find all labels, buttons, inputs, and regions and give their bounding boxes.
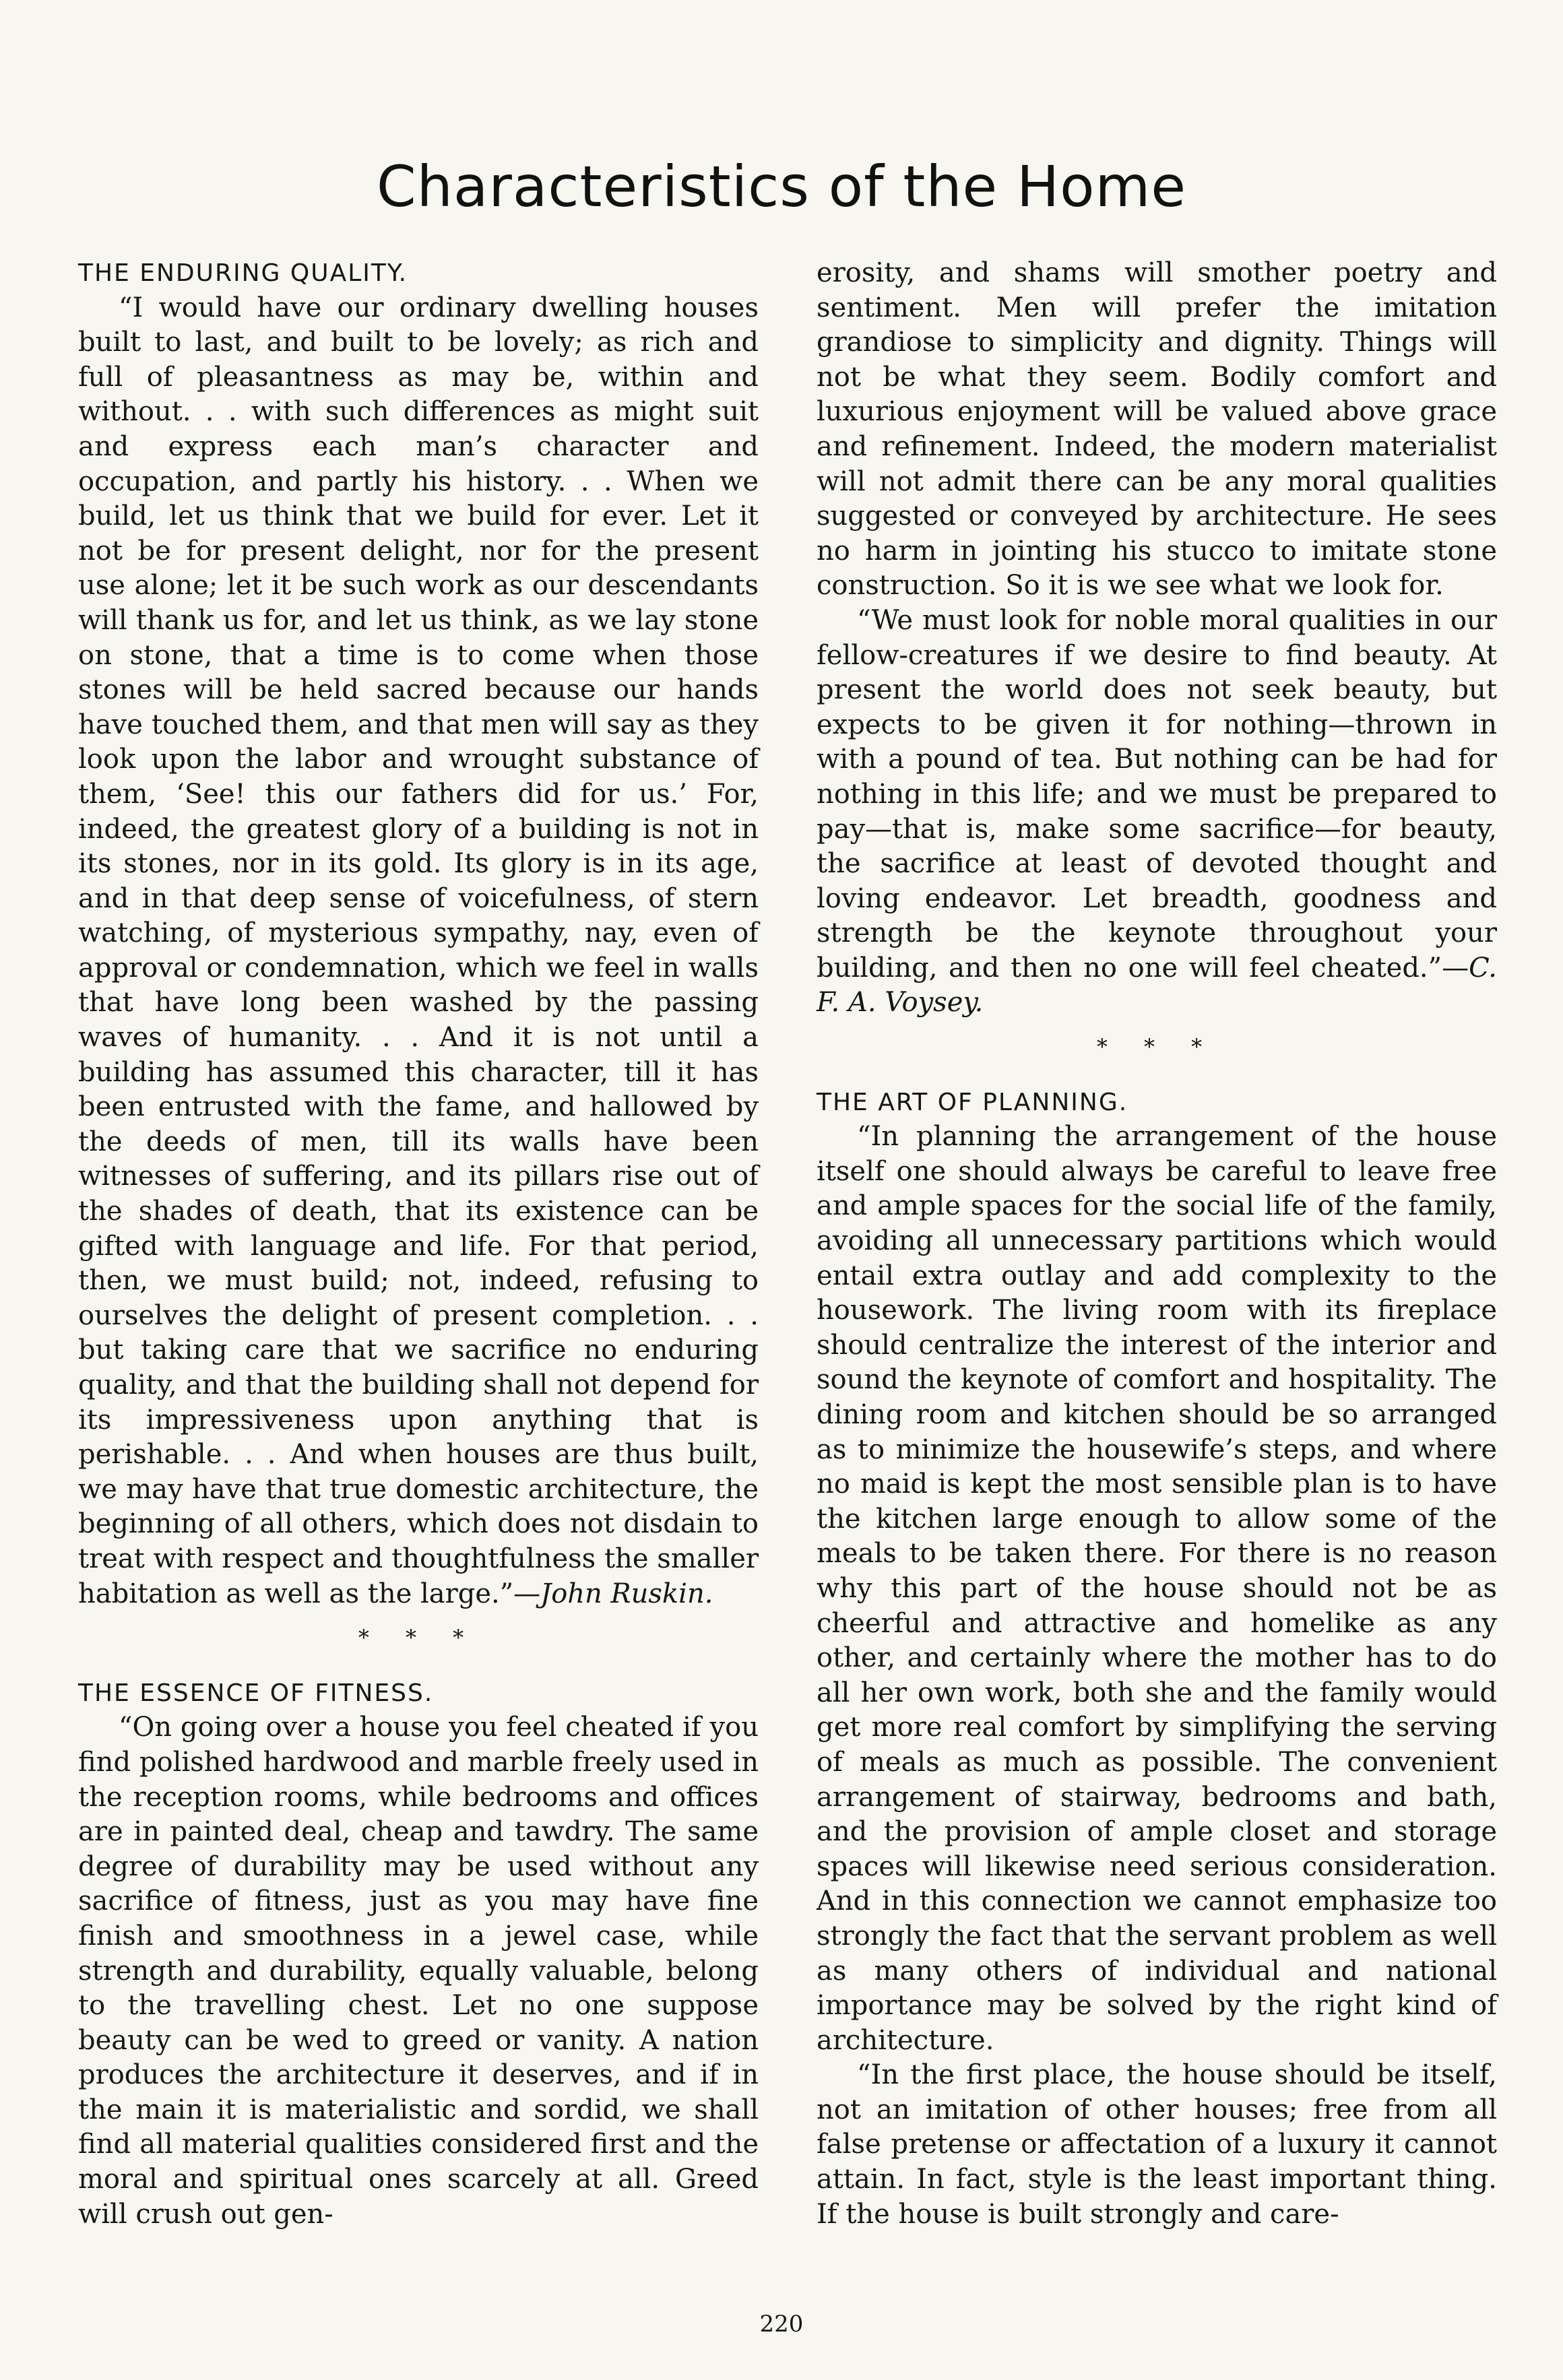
section-heading-enduring-quality: THE ENDURING QUALITY. — [78, 259, 408, 287]
ruskin-quote — [78, 291, 759, 1612]
voysey-attribution: C. F. A. Voysey. — [817, 952, 1497, 1019]
section-divider: * * * — [358, 1625, 479, 1651]
section-heading-art-of-planning: THE ART OF PLANNING. — [817, 1088, 1128, 1116]
page-title: Characteristics of the Home — [376, 154, 1186, 220]
planning-paragraph: “In planning the arrangement of the house itself one should always be careful to leave free and ample spaces for the social life of the family, avoiding all unnecessary partitions which would entail extra outlay and add complexity to the housework. The living room with its fireplace should centralize the interest of the interior and sound the keynote of comfort and hospitality. The dining room and kitchen should be so arranged as to minimize the housewife’s steps, and where no maid is kept the most sensible plan is to have the kitchen large enough to allow some of the meals to be taken there. For there is no reason why this part of the house should not be as cheerful and attractive and homelike as any other, and certainly where the mother has to do all her own work, both she and the family would get more real comfort by simplifying the serving of meals as much as possible. The convenient arrangement of stairway, bedrooms and bath, and the provision of ample closet and storage spaces will likewise need serious consideration. And in this connection we cannot emphasize too strongly the fact that the servant problem as well as many others of individual and national importance may be solved by the right kind of architecture. — [817, 1121, 1497, 2056]
section-divider: * * * — [1096, 1034, 1217, 1060]
ruskin-attribution: John Ruskin. — [540, 1578, 713, 1609]
voysey-quote — [817, 604, 1497, 1021]
fitness-paragraph: “On going over a house you feel cheated if you find polished hardwood and marble freely used in the reception rooms, while bedrooms and offices are in painted deal, cheap and tawdry. The same degree of durability may be used without any sacrifice of fitness, just as you may have fine finish and smoothness in a jewel case, while strength and durability, equally valuable, belong to the travelling chest. Let no one suppose beauty can be wed to greed or vanity. A nation produces the architecture it deserves, and if in the main it is materialistic and sordid, we shall find all material qualities considered first and the moral and spiritual ones scarcely at all. Greed will crush out gen- — [78, 1712, 759, 2230]
left-column — [78, 256, 759, 2232]
voysey-quote-text: “We must look for noble moral qualities in our fellow-creatures if we desire to find beauty. At present the world does not seek beauty, but expects to be given it for nothing—thrown in with a pound of tea. But nothing can be had for nothing in this life; and we must be prepared to pay—that is, make some sacrifice—for beauty, the sacrifice at least of devoted thought and loving endeavor. Let breadth, goodness and strength be the keynote throughout your building, and then no one will feel cheated.”— — [817, 604, 1497, 984]
page-number: 220 — [759, 2311, 804, 2338]
ruskin-quote-text: “I would have our ordinary dwelling houses built to last, and built to be lovely; as rich and full of pleasantness as may be, within and without. . . with such differences as might suit and express each man’s character and occupation, and partly his history. . . When we build, let us think that we build for ever. Let it not be for present delight, nor for the present use alone; let it be such work as our descendants will thank us for, and let us think, as we lay stone on stone, that a time is to come when those stones will be held sacred because our hands have touched them, and that men will say as they look upon the labor and wrought substance of them, ‘See! this our fathers did for us.’ For, indeed, the greatest glory of a building is not in its stones, nor in its gold. Its glory is in its age, and in that deep sense of voicefulness, of stern watching, of mysterious sympathy, nay, even of approval or condemnation, which we feel in walls that have long been washed by the passing waves of humanity. . . And it is not until a building has assumed this character, till it has been entrusted with the fame, and hallowed by the deeds of men, till its walls have been witnesses of suffering, and its pillars rise out of the shades of death, that its existence can be gifted with language and life. For that period, then, we must build; not, indeed, refusing to ourselves the delight of present completion. . . but taking care that we sacrifice no enduring quality, and that the building shall not depend for its impressiveness upon anything that is perishable. . . And when houses are thus built, we may have that true domestic architecture, the beginning of all others, which does not disdain to treat with respect and thoughtfulness the smaller habitation as well as the large.”— — [78, 292, 759, 1609]
fitness-paragraph-continued: erosity, and shams will smother poetry and sentiment. Men will prefer the imitation grandiose to simplicity and dignity. Things will not be what they seem. Bodily comfort and luxurious enjoyment will be valued above grace and refinement. Indeed, the modern materialist will not admit there can be any moral qualities suggested or conveyed by architecture. He sees no harm in jointing his stucco to imitate stone construction. So it is we see what we look for. — [817, 257, 1497, 602]
section-heading-essence-of-fitness: THE ESSENCE OF FITNESS. — [78, 1679, 434, 1707]
right-column — [817, 256, 1497, 2232]
planning-paragraph-2: “In the first place, the house should be itself, not an imitation of other houses; free from all false pretense or affectation of a luxury it cannot attain. In fact, style is the least important thing. If the house is built strongly and care- — [817, 2059, 1497, 2230]
